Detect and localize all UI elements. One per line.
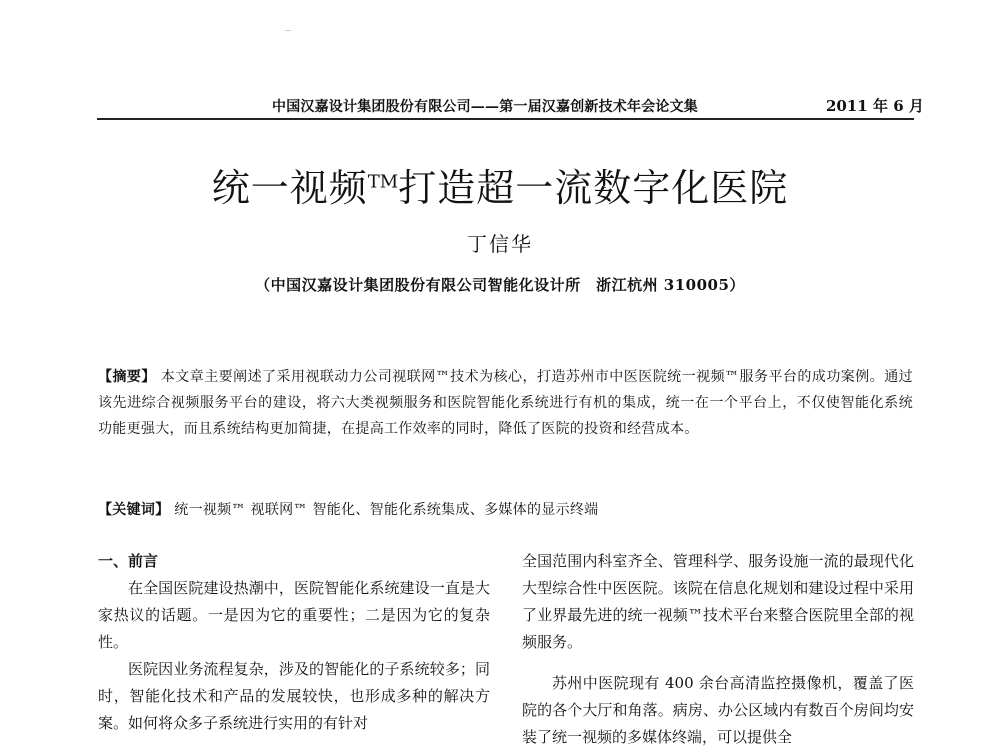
body-paragraph: 医院因业务流程复杂，涉及的智能化的子系统较多；同时，智能化技术和产品的发展较快，也形成多种的解决方案。如何将众多子系统进行实用的有针对 [98,660,490,732]
author-affiliation: （中国汉嘉设计集团股份有限公司智能化设计所 浙江杭州 310005） [255,276,745,294]
title-part-2: 打造超一流数字化医院 [398,166,789,210]
keywords-label: 【关键词】 [98,502,170,518]
abstract-label: 【摘要】 [98,369,156,385]
abstract-text: 本文章主要阐述了采用视联动力公司视联网™技术为核心，打造苏州市中医医院统一视频™服务平台的成功案例。通过该先进综合视频服务平台的建设，将六大类视频服务和医院智能化系统进行有机的集成，统一在一个平台上，不仅使智能化系统功能更强大，而且系统结构更加简捷，在提高工作效率的同时，降低了医院的投资和经营成本。 [98,369,913,437]
body-column-right [522,548,914,751]
running-header-date: 2011 年 6 月 [826,97,924,115]
body-paragraph: 苏州中医院现有 400 余台高清监控摄像机，覆盖了医院的各个大厅和角落。病房、办公区域内有数百个房间均安装了统一视频的多媒体终端，可以提供全 [522,674,914,746]
author-name: 丁信华 [467,232,533,256]
keywords [98,497,913,523]
paper-title [0,157,1000,212]
section-heading: 一、前言 [98,552,159,570]
scan-mark [285,30,291,31]
body-column-left [98,548,490,737]
abstract [98,364,913,442]
body-paragraph: 全国范围内科室齐全、管理科学、服务设施一流的最现代化大型综合性中医医院。该院在信息化规划和建设过程中采用了业界最先进的统一视频™技术平台来整合医院里全部的视频服务。 [522,552,914,651]
keywords-text: 统一视频™ 视联网™ 智能化、智能化系统集成、多媒体的显示终端 [174,502,599,518]
running-header-journal: 中国汉嘉设计集团股份有限公司——第一届汉嘉创新技术年会论文集 [272,99,698,115]
body-paragraph: 在全国医院建设热潮中，医院智能化系统建设一直是大家热议的话题。一是因为它的重要性；二是因为它的复杂性。 [98,579,490,651]
title-part-1: 统一视频 [211,166,368,210]
title-trademark: TM [367,171,399,193]
header-rule [97,118,914,120]
